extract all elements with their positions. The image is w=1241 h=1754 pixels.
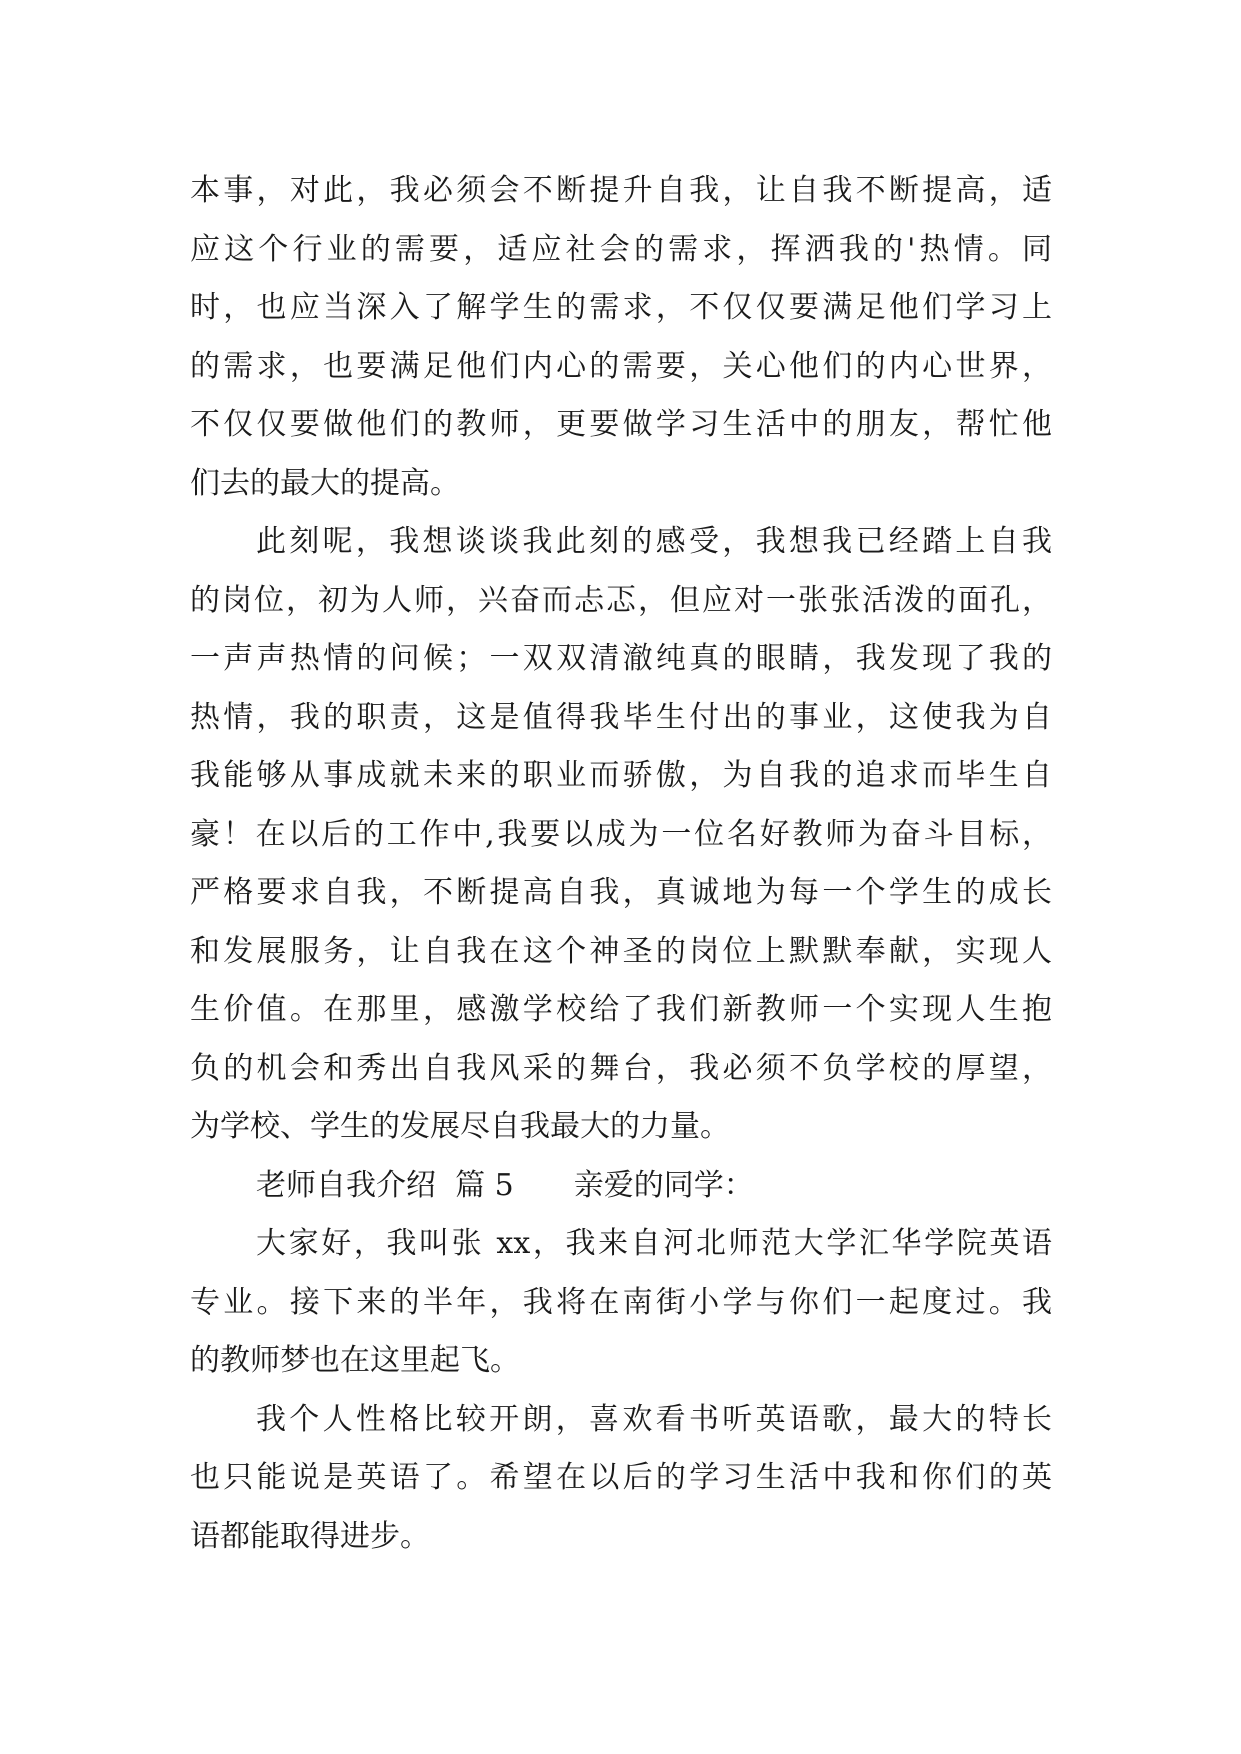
paragraph (190, 1215, 1052, 1391)
text-line: 和发展服务，让自我在这个神圣的岗位上默默奉献，实现人 (190, 933, 1052, 969)
text-line: 我个人性格比较开朗，喜欢看书听英语歌，最大的特长 (256, 1401, 1052, 1437)
text-line: 们去的最大的提高。 (190, 465, 460, 501)
text-line: 的岗位，初为人师，兴奋而忐忑，但应对一张张活泼的面孔， (190, 582, 1052, 618)
paragraph (190, 1391, 1052, 1567)
text-line: 的需求，也要满足他们内心的需要，关心他们的内心世界， (190, 348, 1052, 384)
text-line: 负的机会和秀出自我风采的舞台，我必须不负学校的厚望， (190, 1050, 1052, 1086)
text-line: 的教师梦也在这里起飞。 (190, 1343, 520, 1378)
text-line: 一声声热情的问候；一双双清澈纯真的眼睛，我发现了我的 (190, 641, 1052, 676)
text-line: 也只能说是英语了。希望在以后的学习生活中我和你们的英 (190, 1460, 1052, 1495)
text-line: 大家好，我叫张 xx，我来自河北师范大学汇华学院英语 (256, 1226, 1052, 1261)
text-line: 为学校、学生的发展尽自我最大的力量。 (190, 1109, 730, 1144)
text-line: 专业。接下来的半年，我将在南街小学与你们一起度过。我 (190, 1284, 1052, 1320)
document-body (190, 162, 1052, 1566)
text-line: 应这个行业的需要，适应社会的需求，挥洒我的'热情。同 (190, 231, 1052, 267)
text-line: 本事，对此，我必须会不断提升自我，让自我不断提高，适 (190, 173, 1052, 208)
section-title: 老师自我介绍 篇 5 (256, 1167, 514, 1203)
text-line: 时，也应当深入了解学生的需求，不仅仅要满足他们学习上 (190, 290, 1052, 325)
paragraph (190, 513, 1052, 1157)
text-line: 生价值。在那里，感激学校给了我们新教师一个实现人生抱 (190, 992, 1052, 1027)
text-line: 豪！在以后的工作中,我要以成为一位名好教师为奋斗目标， (190, 816, 1052, 852)
text-line: 严格要求自我，不断提高自我，真诚地为每一个学生的成长 (190, 875, 1052, 910)
text-line: 热情，我的职责，这是值得我毕生付出的事业，这使我为自 (190, 699, 1052, 735)
paragraph (190, 162, 1052, 513)
text-line: 我能够从事成就未来的职业而骄傲，为自我的追求而毕生自 (190, 758, 1052, 793)
text-line: 语都能取得进步。 (190, 1518, 430, 1554)
text-line: 不仅仅要做他们的教师，更要做学习生活中的朋友，帮忙他 (190, 407, 1052, 442)
text-line: 此刻呢，我想谈谈我此刻的感受，我想我已经踏上自我 (256, 524, 1052, 559)
section-heading (190, 1157, 1052, 1216)
greeting: 亲爱的同学： (573, 1167, 754, 1203)
